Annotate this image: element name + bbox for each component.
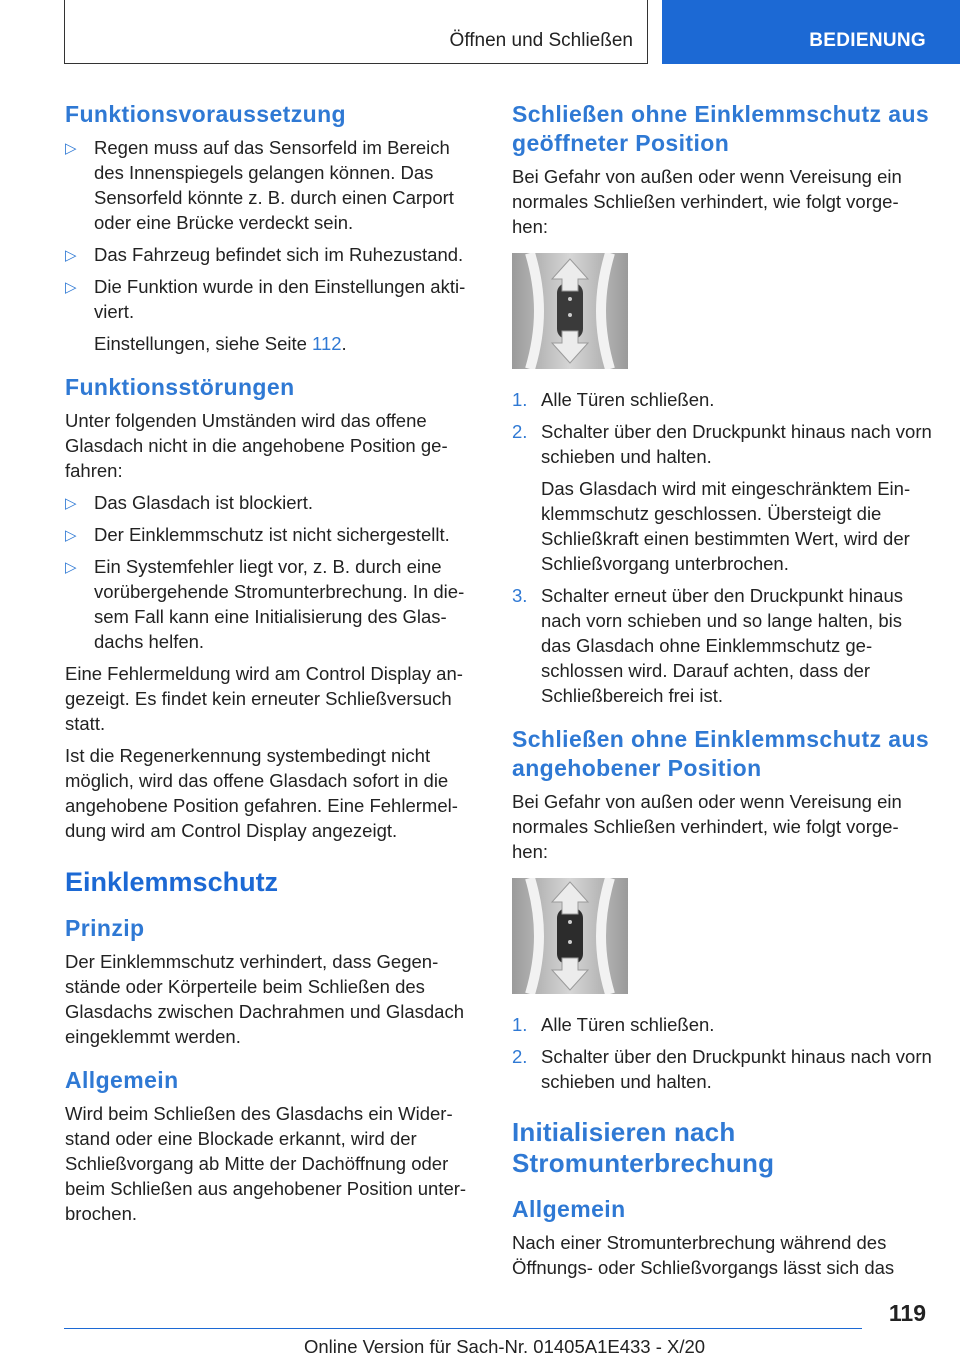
heading-schliessen-geoeffnet: Schließen ohne Einklemmschutz aus geöffneter Position [512, 101, 930, 156]
angehoben-steps [512, 1012, 932, 1094]
page-number: 119 [888, 1300, 926, 1326]
step-note: Das Glasdach wird mit eingeschränktem Ein‐klemmschutz geschlossen. Übersteigt die Schließkraft einen bestimmten Wert, wird der Schließvorgang unterbrochen. [541, 478, 911, 574]
list-item-text: Ein Systemfehler liegt vor, z. B. durch eine vorübergehende Stromunterbrechung. In die‐sem Fall kann eine Initialisierung des Glas‐dachs helfen. [94, 556, 465, 652]
footer-divider [64, 1328, 862, 1329]
step-text: Alle Türen schließen. [541, 389, 715, 410]
funktionsvoraussetzung-list [65, 135, 477, 356]
allgemein-text: Wird beim Schließen des Glasdachs ein Wider‐stand oder eine Blockade erkannt, wird der Schließvorgang ab Mitte der Dachöffnung oder beim Schließen aus angehobener Position unter‐brochen. [65, 1103, 467, 1224]
settings-prefix: Einstellungen, siehe Seite [94, 333, 313, 354]
step-text: Alle Türen schließen. [541, 1014, 715, 1035]
list-item [65, 554, 477, 654]
error-message-paragraph: Eine Fehlermeldung wird am Control Display an‐gezeigt. Es findet kein erneuter Schließversuch statt. [65, 663, 463, 734]
step-text: Schalter über den Druckpunkt hinaus nach vorn schieben und halten. [541, 421, 932, 467]
geoeffnet-steps [512, 387, 932, 708]
funktionsstoerungen-list [65, 490, 477, 654]
list-item-text: Der Einklemmschutz ist nicht sichergestellt. [94, 524, 450, 545]
triangle-bullet-icon: ▷ [65, 495, 77, 512]
heading-schliessen-angehoben: Schließen ohne Einklemmschutz aus angehobener Position [512, 726, 930, 781]
heading-initialisieren: Initialisieren nach Stromunterbrechung [512, 1117, 775, 1178]
heading-funktionsvoraussetzung: Funktionsvoraussetzung [65, 101, 346, 127]
list-item [65, 490, 477, 515]
angehoben-intro: Bei Gefahr von außen oder wenn Vereisung ein normales Schließen verhindert, wie folgt vorge‐hen: [512, 791, 902, 862]
roof-switch-illustration [512, 878, 628, 994]
header-chapter-tab[interactable] [662, 0, 960, 64]
triangle-bullet-icon: ▷ [65, 279, 77, 296]
heading-prinzip: Prinzip [65, 915, 145, 941]
header-chapter-label: BEDIENUNG [809, 30, 926, 51]
footer-online-version: Online Version für Sach-Nr. 01405A1E433 - X/20 [304, 1336, 706, 1357]
page-link[interactable]: 112 [312, 333, 342, 354]
step-text: Schalter erneut über den Druckpunkt hinaus nach vorn schieben und so lange halten, bis das Glasdach ohne Einklemmschutz ge‐schlossen wird. Darauf achten, dass der Schließbereich frei ist. [541, 585, 903, 706]
list-item-text: Die Funktion wurde in den Einstellungen akti‐viert. [94, 276, 466, 322]
prinzip-text: Der Einklemmschutz verhindert, dass Gegen‐stände oder Körperteile beim Schließen des Glasdachs zwischen Dachrahmen und Glasdach eingeklemmt werden. [65, 951, 464, 1047]
list-item-text: Das Glasdach ist blockiert. [94, 492, 314, 513]
list-item [65, 242, 477, 267]
list-item-text: Regen muss auf das Sensorfeld im Bereich des Innenspiegels gelangen können. Das Sensorfeld könnte z. B. durch einen Carport oder eine Brücke verdeckt sein. [94, 137, 454, 233]
initialisieren-text: Nach einer Stromunterbrechung während des Öffnungs- oder Schließvorgangs lässt sich das [512, 1232, 895, 1278]
step-number: 2. [512, 1046, 528, 1067]
triangle-bullet-icon: ▷ [65, 559, 77, 576]
heading-allgemein: Allgemein [65, 1067, 179, 1093]
heading-einklemmschutz: Einklemmschutz [65, 867, 279, 897]
step-number: 2. [512, 421, 528, 442]
rain-detection-paragraph: Ist die Regenerkennung systembedingt nicht möglich, wird das offene Glasdach sofort in die angehobene Position gefahren. Eine Fehlermel‐dung wird am Control Display angezeigt. [65, 745, 458, 841]
step-number: 1. [512, 389, 528, 410]
right-column [512, 100, 932, 1287]
list-item [512, 419, 932, 576]
heading-funktionsstoerungen: Funktionsstörungen [65, 374, 295, 400]
header-section-title: Öffnen und Schließen [449, 30, 633, 51]
list-item [65, 135, 477, 235]
list-item [512, 1012, 932, 1037]
roof-switch-illustration [512, 253, 628, 369]
settings-suffix: . [341, 333, 347, 354]
header-section-box [64, 0, 648, 64]
step-text: Schalter über den Druckpunkt hinaus nach vorn schieben und halten. [541, 1046, 932, 1092]
list-item [65, 522, 477, 547]
settings-reference [94, 331, 477, 356]
list-item [512, 583, 932, 708]
list-item [65, 274, 477, 356]
geoeffnet-intro: Bei Gefahr von außen oder wenn Vereisung ein normales Schließen verhindert, wie folgt vorge‐hen: [512, 166, 902, 237]
triangle-bullet-icon: ▷ [65, 247, 77, 264]
triangle-bullet-icon: ▷ [65, 527, 77, 544]
triangle-bullet-icon: ▷ [65, 140, 77, 157]
list-item-text: Das Fahrzeug befindet sich im Ruhezustand. [94, 244, 464, 265]
list-item [512, 1044, 932, 1094]
step-number: 1. [512, 1014, 528, 1035]
left-column [65, 100, 477, 1233]
funktionsstoerungen-intro: Unter folgenden Umständen wird das offene Glasdach nicht in die angehobene Position ge‐fahren: [65, 410, 448, 481]
list-item [512, 387, 932, 412]
heading-initialisieren-allgemein: Allgemein [512, 1196, 626, 1222]
step-number: 3. [512, 585, 528, 606]
